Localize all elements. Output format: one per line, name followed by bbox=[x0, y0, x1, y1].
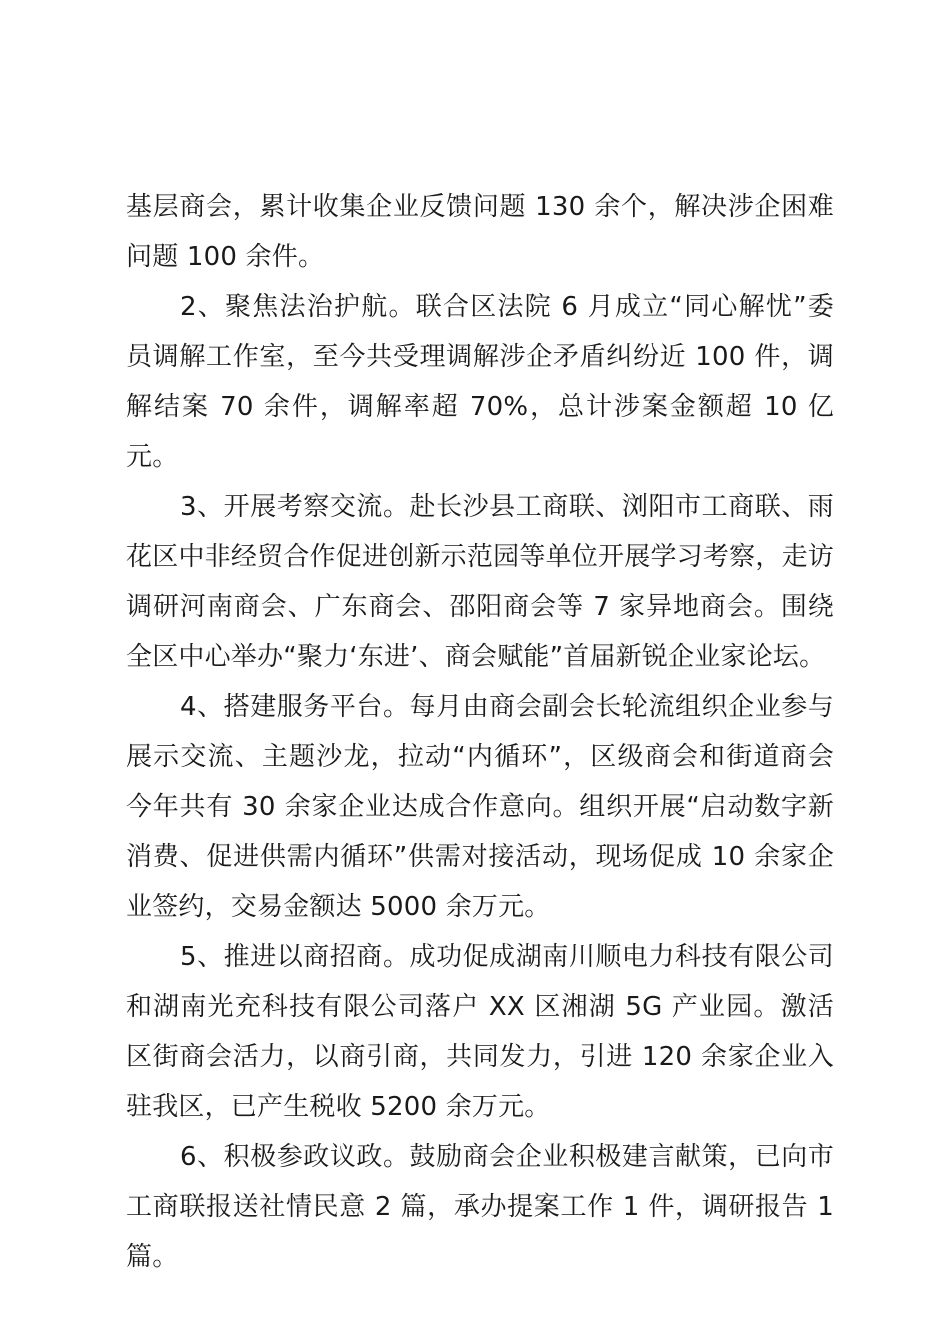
paragraph-item-4: 4、搭建服务平台。每月由商会副会长轮流组织企业参与展示交流、主题沙龙，拉动“内循环”，区级商会和街道商会今年共有 30 余家企业达成合作意向。组织开展“启动数字新消费、促进供需内循环”供需对接活动，现场促成 10 余家企业签约，交易金额达 5000 余万元。 bbox=[126, 692, 834, 922]
paragraph-item-3: 3、开展考察交流。赴长沙县工商联、浏阳市工商联、雨花区中非经贸合作促进创新示范园等单位开展学习考察，走访调研河南商会、广东商会、邵阳商会等 7 家异地商会。围绕全区中心举办“聚力‘东进’、商会赋能”首届新锐企业家论坛。 bbox=[126, 492, 834, 672]
paragraph-item-5: 5、推进以商招商。成功促成湖南川顺电力科技有限公司和湖南光充科技有限公司落户 XX 区湘湖 5G 产业园。激活区街商会活力，以商引商，共同发力，引进 120 余家企业入驻我区，已产生税收 5200 余万元。 bbox=[126, 942, 834, 1122]
paragraph-continuation: 基层商会，累计收集企业反馈问题 130 余个，解决涉企困难问题 100 余件。 bbox=[126, 192, 834, 272]
paragraph-item-6: 6、积极参政议政。鼓励商会企业积极建言献策，已向市工商联报送社情民意 2 篇，承办提案工作 1 件，调研报告 1 篇。 bbox=[126, 1142, 834, 1272]
document-body bbox=[126, 182, 834, 1282]
paragraph-item-2: 2、聚焦法治护航。联合区法院 6 月成立“同心解忧”委员调解工作室，至今共受理调解涉企矛盾纠纷近 100 件，调解结案 70 余件，调解率超 70%，总计涉案金额超 10 亿元。 bbox=[126, 292, 834, 472]
